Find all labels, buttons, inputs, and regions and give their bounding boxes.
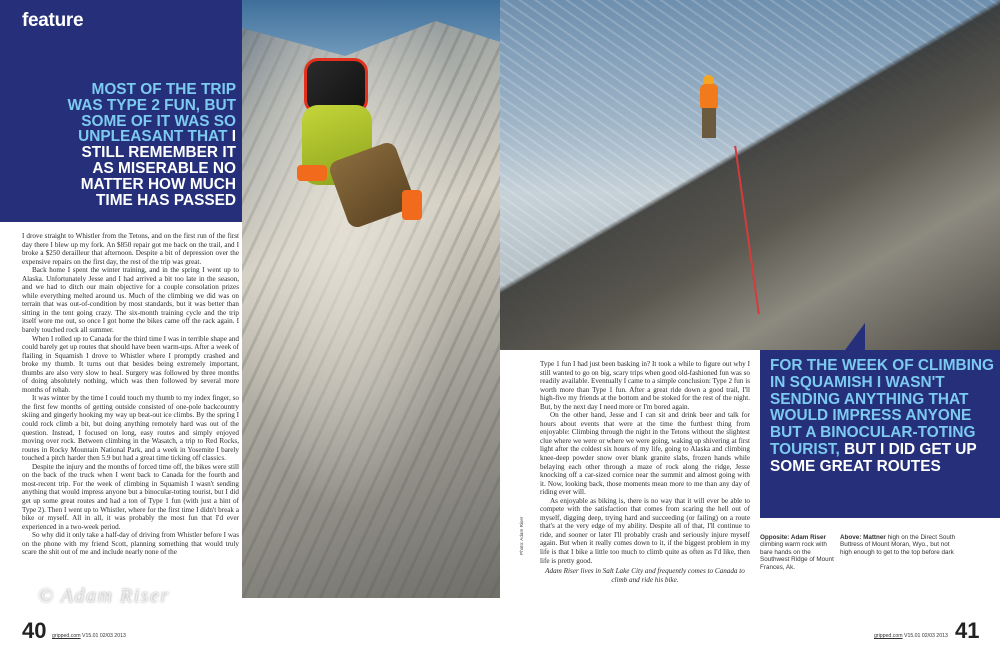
issue-info: V15.01 02/03 2013 [82,633,126,639]
climbing-rope [734,146,760,315]
caption-text: high on the Direct South Buttress of Mount Moran, Wyo., but not high enough to get to the top before dark [840,534,956,556]
article-column-right [540,360,750,584]
sky-area [242,0,500,70]
footer-info [52,633,126,639]
paragraph: As enjoyable as biking is, there is no way that it will ever be able to compete with the satisfaction that comes from scaring the hell out of myself, digging deep, trying hard and succeeding (or failing) on a route that's at the very edge of my ability. Despite all of that, I'll continue to ride, and sooner or later I'll probably crash and seriously injure myself again. But when it really comes down to it, if the biggest problem in my life is that I bike a little too much to climb quite as often as I'd like, then life is pretty good. [540,496,750,565]
photo-credit: Photo: Adam Riser [519,516,524,555]
caption-text: climbing warm rock with bare hands on the Southwest Ridge of Mount Frances, Ak. [760,541,834,571]
pull-quote-blue-text: FOR THE WEEK OF CLIMBING IN SQUAMISH I WASN'T SENDING ANYTHING THAT WOULD IMPRESS ANYONE BUT A BINOCULAR-TOTING TOURIST, [770,357,995,458]
pull-quote-white-text: I STILL REMEMBER IT AS MISERABLE NO MATTER HOW MUCH TIME HAS PASSED [80,128,236,209]
pull-quote-blue-text: MOST OF THE TRIP WAS TYPE 2 FUN, BUT SOME OF IT WAS SO UNPLEASANT THAT [67,81,236,146]
photographer-watermark: © Adam Riser [38,585,170,607]
author-bio: Adam Riser lives in Salt Lake City and frequently comes to Canada to climb and ride his bike. [545,567,745,584]
footer-info [874,633,948,639]
issue-info: V15.01 02/03 2013 [904,633,948,639]
pull-quote-white-text: BUT I DID GET UP SOME GREAT ROUTES [770,440,977,475]
climber-jacket [700,84,718,110]
climbing-shoe [402,190,422,220]
title-panel [0,0,242,222]
paragraph: It was winter by the time I could touch my thumb to my index finger, so the first few months of getting outside consisted of one-pole backcountry skiing and gingerly hooking my way up beat-out ice climbs. By the spring I could rock climb a bit, but doing anything remotely hard was out of the question. Instead, I focused on long, easy routes and simply enjoyed moving over rock. Between climbing in the Wasatch, a trip to Red Rocks, routes in Rocky Mountain National Park, and a week in Yosemite I barely touched a pitch harder then 5.9 but had a great time ticking off classics. [22,394,239,463]
paragraph: When I rolled up to Canada for the third time I was in terrible shape and could barely get up routes that should have been warm-ups. After a week of flailing in Squamish I drove to Whistler where I promptly crashed and broke my thumb. It turns out that besides being extremely important, thumbs are also very slow to heal. Surgery was followed by three months of doing absolutely nothing, which was then followed by several more months of rehab. [22,334,239,394]
paragraph: So why did it only take a half-day of driving from Whistler before I was on the phone with my friend Scott, planning something that would truly scare the shit out of me and include nearly none of the [22,531,239,557]
site-link[interactable]: gripped.com [874,633,903,639]
site-link[interactable]: gripped.com [52,633,81,639]
section-label: feature [22,10,84,31]
climbing-shoe [297,165,327,181]
climber-photo-granite-slab [242,0,500,598]
caption-lead: Opposite: Adam Riser [760,534,826,541]
caption-lead: Above: Mattner [840,534,886,541]
pull-quote-tab [825,323,865,350]
paragraph: I drove straight to Whistler from the Tetons, and on the first run of the first day there I blew up my fork. An $850 repair got me back on the trail, and I broke a $250 derailleur that afternoon. Despite a bit of depression over the expensive repairs on the first day, the rest of the trip was great. [22,232,239,266]
article-column-left [22,232,239,557]
paragraph: Back home I spent the winter training, and in the spring I went up to Alaska. Unfortunately Jesse and I had arrived a bit too late in the season, and we had to ditch our main objective for a couple consolation prizes while everything melted around us. Much of the climbing we did was on terrain that was out-of-condition by most standards, but it was better than sitting in the tent going crazy. The six-month training cycle and the trip itself wore me out, so once I got home the bikes came off the rack again. I barely touched rock all summer. [22,266,239,335]
photo-caption-above [840,534,962,556]
paragraph: Despite the injury and the months of forced time off, the bikes were still on the back of the truck when I went back to Canada for the fourth and most-recent trip. For the week of climbing in Squamish I wasn't sending anything that would impress anyone but a binocular-toting tourist, but I did get up some great routes and had a ton of Type 1 fun (with just a hint of Type 2). Then I went up to Whistler, where for the first time I didn't break a bike or myself. All in all, it was probably the most fun that I'd ever experienced in a two-week period. [22,462,239,531]
pull-quote [60,82,236,208]
page-number: 41 [955,618,980,643]
climber-photo-ridge [500,0,1000,350]
paragraph: Type 1 fun I had just been basking in? It took a while to figure out why I still wanted to go on big, scary trips when good old-fashioned fun was so readily available. Eventually I came to a simple conclusion: Type 2 fun is worth more than Type 1 fun. After a great ride down a good trail, I'll high-five my friends at the bottom and be stoked for the rest of the night. But, by the next day I need more or I'm bored again. [540,360,750,411]
climber-legs [702,108,716,138]
pull-quote [770,358,996,476]
right-page [500,0,1000,649]
paragraph: On the other hand, Jesse and I can sit and drink beer and talk for hours about events that were at the time the furthest thing from enjoyable: Climbing through the night in the Tetons without the slightest clue where we were or where we were going, waking up shivering at first light after the coldest six hours of my life, going to Alaska and climbing knee-deep powder snow over blank granite slabs, frozen hands while belaying each other through a maze of rock along the ridge, Jesse knocking off a car-sized cornice near the summit and almost going with it. Now, looking back, those moments mean more to me than any day of riding ever will. [540,411,750,497]
page-number: 40 [22,618,47,643]
photo-caption-opposite [760,534,836,571]
